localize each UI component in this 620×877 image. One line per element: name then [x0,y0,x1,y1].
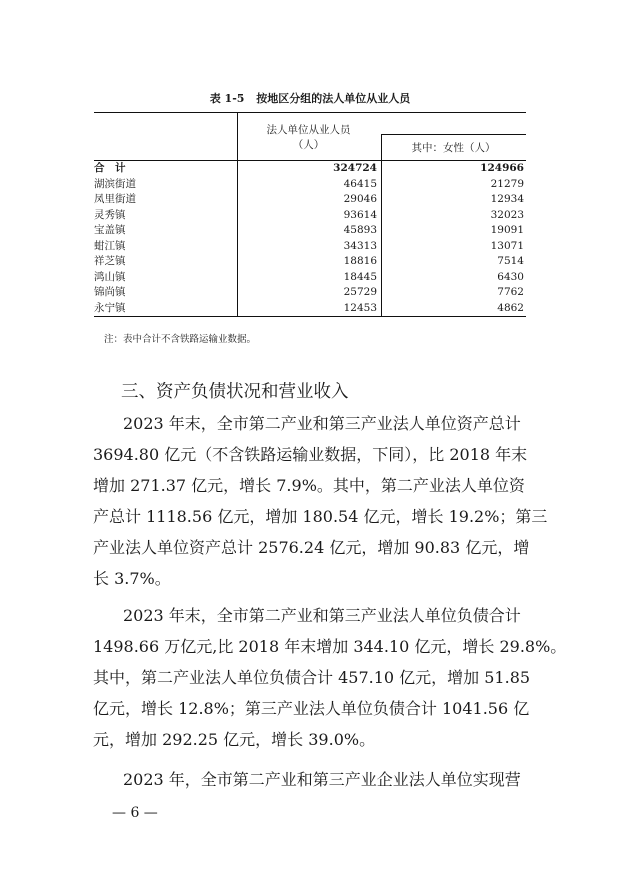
table-note: 注：表中合计不含铁路运输业数据。 [104,334,257,345]
data-table [94,112,526,317]
page-number: — 6 — [112,805,158,821]
table-row [94,285,526,301]
paragraph [93,600,567,755]
row-female: 6430 [497,270,524,283]
paragraph-line: 2023 年，全市第二产业和第三产业企业法人单位实现营 [123,770,521,789]
row-name: 凤里街道 [94,193,136,205]
paragraph-line: 长 3.7%。 [93,569,171,588]
header-sub-rule [381,134,526,135]
row-name: 永宁镇 [94,301,126,314]
paragraph-line: 其中，第二产业法人单位负债合计 457.10 亿元，增加 51.85 [93,668,531,687]
row-persons: 46415 [343,177,377,190]
row-female: 21279 [490,177,524,190]
row-female: 32023 [490,208,524,221]
row-female: 13071 [490,239,524,252]
row-female: 12934 [490,193,524,205]
row-name: 灵秀镇 [94,208,126,221]
row-name: 宝盖镇 [94,224,126,236]
table-row [94,301,526,317]
paragraph-line: 2023 年末，全市第二产业和第三产业法人单位负债合计 [123,606,521,625]
row-name: 蚶江镇 [94,239,126,252]
paragraph-line: 产总计 1118.56 亿元，增加 180.54 亿元，增长 19.2%；第三 [93,507,548,526]
row-persons: 45893 [343,224,377,236]
row-name: 合 计 [94,162,126,174]
section-heading: 三、资产负债状况和营业收入 [121,382,349,402]
row-female: 4862 [497,301,524,314]
table-row [94,254,526,270]
paragraph-line: 产业法人单位资产总计 2576.24 亿元，增加 90.83 亿元，增 [93,538,530,557]
header-persons-line2: （人） [292,139,325,151]
row-female: 7514 [497,255,524,267]
paragraph-line: 元，增加 292.25 亿元，增长 39.0%。 [93,730,376,749]
paragraph [93,408,548,594]
row-persons: 34313 [343,239,377,252]
table-title [0,90,620,106]
row-female: 124966 [480,162,524,174]
row-female: 19091 [490,224,524,236]
row-persons: 18445 [343,270,377,283]
row-female: 7762 [497,286,524,298]
row-persons: 29046 [343,193,377,205]
table-number: 表 1-5 [209,92,245,105]
row-name: 鸿山镇 [94,270,126,283]
table-row [94,192,526,208]
row-persons: 324724 [333,162,377,174]
header-persons-line1: 法人单位从业人员 [266,124,351,136]
row-persons: 12453 [343,301,377,314]
table-row [94,239,526,255]
header-female: 其中：女性（人） [411,142,496,154]
row-name: 祥芝镇 [94,255,126,267]
paragraph-line: 亿元，增长 12.8%；第三产业法人单位负债合计 1041.56 亿 [93,699,530,718]
row-persons: 93614 [343,208,377,221]
table-row-total [94,161,526,177]
table-row [94,208,526,224]
header-persons [237,123,380,153]
row-name: 锦尚镇 [94,286,126,298]
table-caption: 按地区分组的法人单位从业人员 [256,92,411,105]
row-persons: 25729 [343,286,377,298]
paragraph-line: 2023 年末，全市第二产业和第三产业法人单位资产总计 [123,414,521,433]
paragraph-line: 3694.80 亿元（不含铁路运输业数据，下同），比 2018 年末 [93,445,528,464]
table-row [94,223,526,239]
paragraph-line: 增加 271.37 亿元，增长 7.9%。其中，第二产业法人单位资 [93,476,525,495]
paragraph-line: 1498.66 万亿元,比 2018 年末增加 344.10 亿元，增长 29.8%。 [93,637,567,656]
table-row [94,270,526,286]
table-header [94,113,526,160]
table-row [94,177,526,193]
paragraph [93,764,527,795]
table-bottom-rule [94,316,526,317]
row-persons: 18816 [343,255,377,267]
row-name: 湖滨街道 [94,177,136,190]
